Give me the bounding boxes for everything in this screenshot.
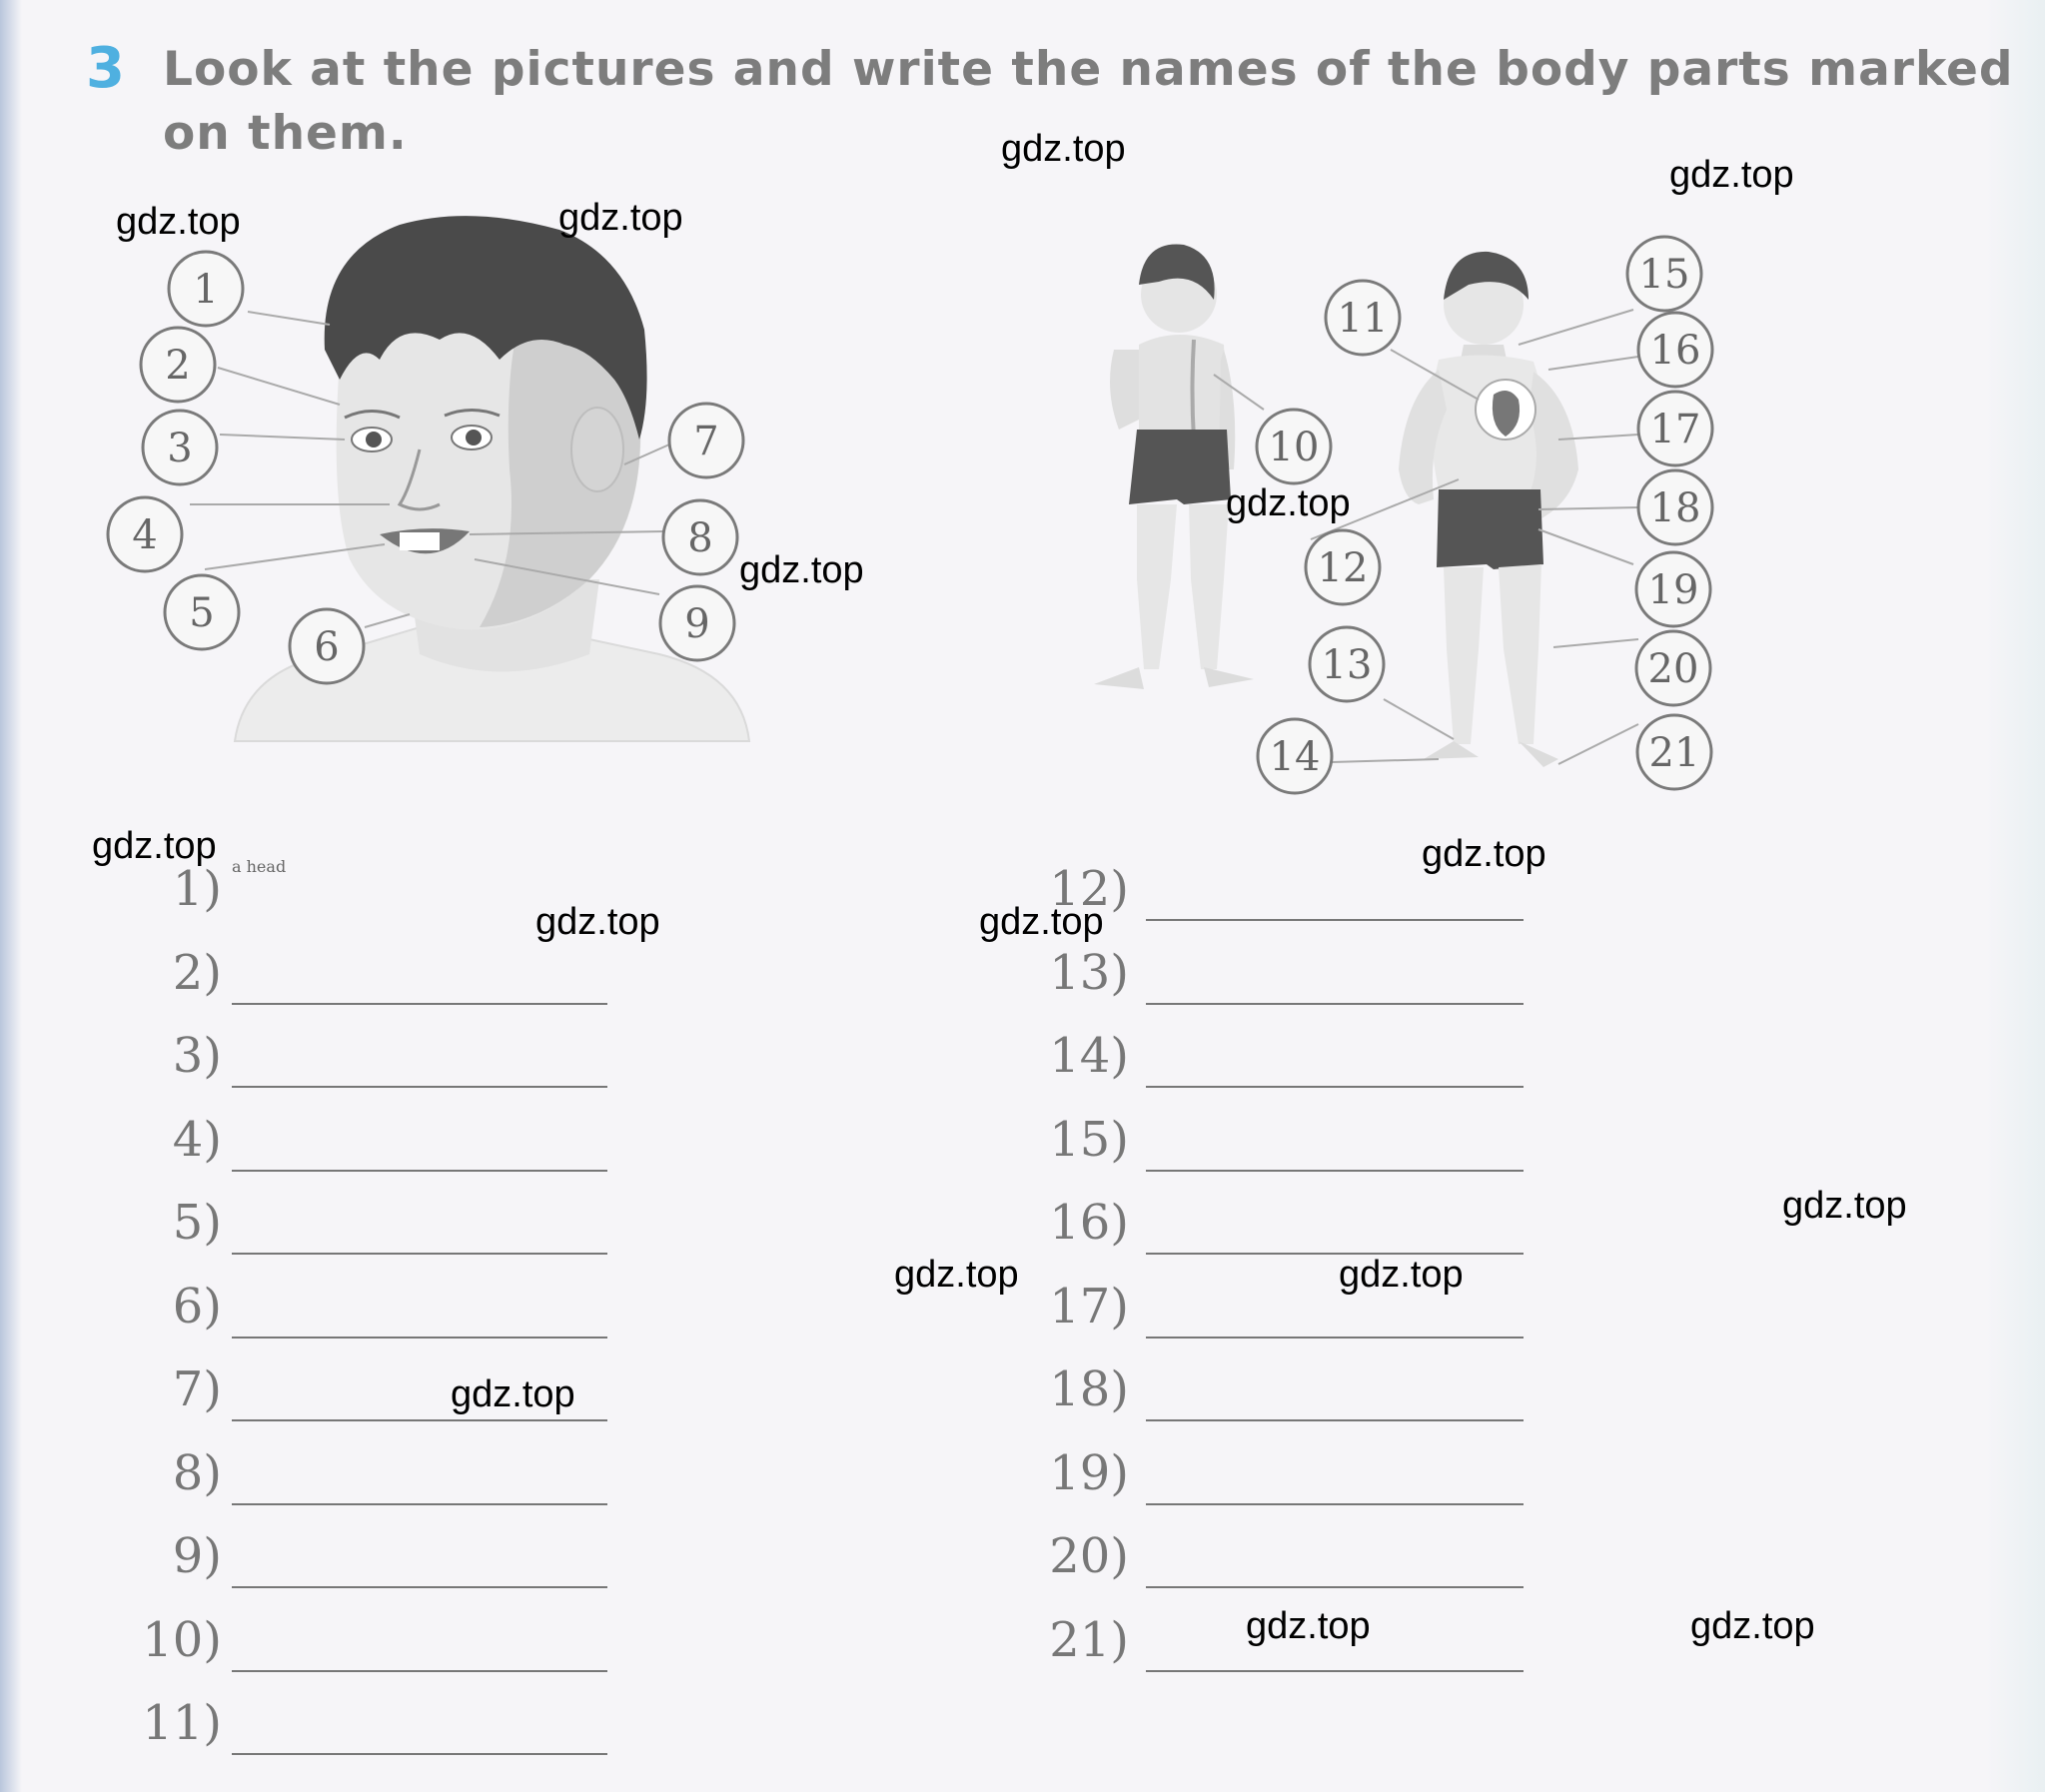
body-leader-lines	[1214, 310, 1638, 764]
answer-number: 8)	[172, 1444, 222, 1501]
answer-row	[0, 1695, 222, 1765]
watermark: gdz.top	[1422, 833, 1546, 875]
watermark: gdz.top	[739, 549, 864, 591]
answer-number: 20)	[1049, 1528, 1129, 1584]
answer-blank-line[interactable]	[1146, 1586, 1524, 1588]
answer-number: 1)	[172, 861, 222, 917]
answer-number: 9)	[172, 1528, 222, 1584]
label-number: 1	[193, 267, 219, 313]
answer-value: a head	[232, 857, 287, 876]
boy-back-view	[1094, 245, 1254, 690]
answer-number: 11)	[142, 1695, 222, 1751]
answer-number: 10)	[142, 1611, 222, 1668]
label-circle-14	[1258, 719, 1332, 793]
answer-blank-line[interactable]	[232, 1753, 607, 1755]
label-number: 4	[132, 512, 158, 558]
label-number: 15	[1638, 252, 1690, 298]
label-number: 5	[189, 590, 215, 636]
label-number: 17	[1649, 407, 1701, 452]
label-circle-19	[1636, 552, 1710, 626]
label-circle-18	[1638, 470, 1712, 544]
label-circle-9	[660, 586, 734, 660]
answer-blank-line[interactable]	[1146, 1670, 1524, 1672]
label-circle-11	[1326, 281, 1400, 355]
label-circle-16	[1638, 313, 1712, 387]
watermark: gdz.top	[451, 1373, 575, 1415]
answer-row	[0, 1279, 1129, 1348]
answer-row	[0, 1195, 1129, 1265]
watermark: gdz.top	[116, 201, 241, 243]
answer-number: 3)	[172, 1028, 222, 1084]
answer-number: 12)	[1049, 861, 1129, 917]
answer-number: 21)	[1049, 1611, 1129, 1668]
label-number: 8	[687, 515, 713, 561]
watermark: gdz.top	[1226, 482, 1351, 524]
watermark: gdz.top	[558, 197, 683, 239]
label-circle-6	[290, 609, 364, 683]
label-circle-10	[1257, 410, 1331, 483]
label-number: 6	[314, 624, 340, 670]
answer-row	[0, 861, 1129, 931]
answer-row	[0, 1528, 1129, 1598]
label-number: 20	[1647, 646, 1699, 692]
answer-blank-line[interactable]	[1146, 1086, 1524, 1088]
answer-number: 15)	[1049, 1111, 1129, 1168]
label-circle-4	[108, 497, 182, 571]
label-number: 14	[1269, 734, 1321, 780]
answer-number: 14)	[1049, 1028, 1129, 1084]
answer-number: 17)	[1049, 1278, 1129, 1335]
watermark: gdz.top	[894, 1254, 1019, 1296]
watermark: gdz.top	[1782, 1185, 1907, 1227]
label-number: 7	[693, 419, 719, 464]
answer-blank-line[interactable]	[1146, 1003, 1524, 1005]
answer-blank-line[interactable]	[1146, 1253, 1524, 1255]
watermark: gdz.top	[92, 825, 217, 867]
answer-number: 4)	[172, 1111, 222, 1168]
label-circle-2	[141, 328, 215, 402]
answer-row	[0, 1028, 1129, 1098]
label-number: 19	[1647, 567, 1699, 613]
label-number: 16	[1649, 328, 1701, 374]
label-circle-8	[663, 500, 737, 574]
watermark: gdz.top	[1246, 1605, 1371, 1647]
label-circle-1	[169, 252, 243, 326]
label-number: 2	[165, 343, 191, 389]
answer-row	[0, 1612, 1129, 1682]
label-circle-5	[165, 575, 239, 649]
watermark: gdz.top	[1339, 1254, 1464, 1296]
label-circle-21	[1637, 715, 1711, 789]
label-number: 9	[684, 601, 710, 647]
watermark: gdz.top	[1669, 154, 1794, 196]
label-number: 21	[1648, 730, 1700, 776]
label-number: 12	[1317, 545, 1369, 591]
answer-blank-line[interactable]	[1146, 1170, 1524, 1172]
label-number: 13	[1321, 642, 1373, 688]
exercise-number: 3	[86, 36, 125, 101]
label-number: 10	[1268, 425, 1320, 470]
answer-blank-line[interactable]	[1146, 1503, 1524, 1505]
answer-row	[0, 1445, 1129, 1515]
label-number: 3	[167, 426, 193, 471]
answer-row	[0, 945, 1129, 1015]
answer-row	[0, 1112, 1129, 1182]
watermark: gdz.top	[1690, 1605, 1815, 1647]
label-circle-3	[143, 411, 217, 484]
label-circle-7	[669, 404, 743, 477]
answer-blank-line[interactable]	[1146, 1337, 1524, 1339]
answer-number: 13)	[1049, 944, 1129, 1001]
exercise-instruction: Look at the pictures and write the names of the body parts marked on them.	[163, 42, 2014, 161]
watermark: gdz.top	[535, 901, 660, 943]
answer-number: 16)	[1049, 1195, 1129, 1251]
answer-number: 18)	[1049, 1361, 1129, 1417]
watermark: gdz.top	[1001, 128, 1126, 170]
answer-number: 2)	[172, 944, 222, 1001]
label-circle-17	[1638, 392, 1712, 465]
label-number: 18	[1649, 485, 1701, 531]
label-circle-15	[1627, 237, 1701, 311]
answer-number: 6)	[172, 1278, 222, 1335]
answer-number: 7)	[172, 1361, 222, 1417]
label-circle-13	[1310, 627, 1384, 701]
answer-row	[0, 1361, 1129, 1431]
answer-blank-line[interactable]	[1146, 1419, 1524, 1421]
label-number: 11	[1337, 296, 1389, 342]
answer-blank-line[interactable]	[1146, 919, 1524, 921]
answer-number: 19)	[1049, 1444, 1129, 1501]
watermark: gdz.top	[979, 901, 1104, 943]
label-circle-20	[1636, 631, 1710, 705]
answer-number: 5)	[172, 1195, 222, 1251]
label-circle-12	[1306, 530, 1380, 604]
